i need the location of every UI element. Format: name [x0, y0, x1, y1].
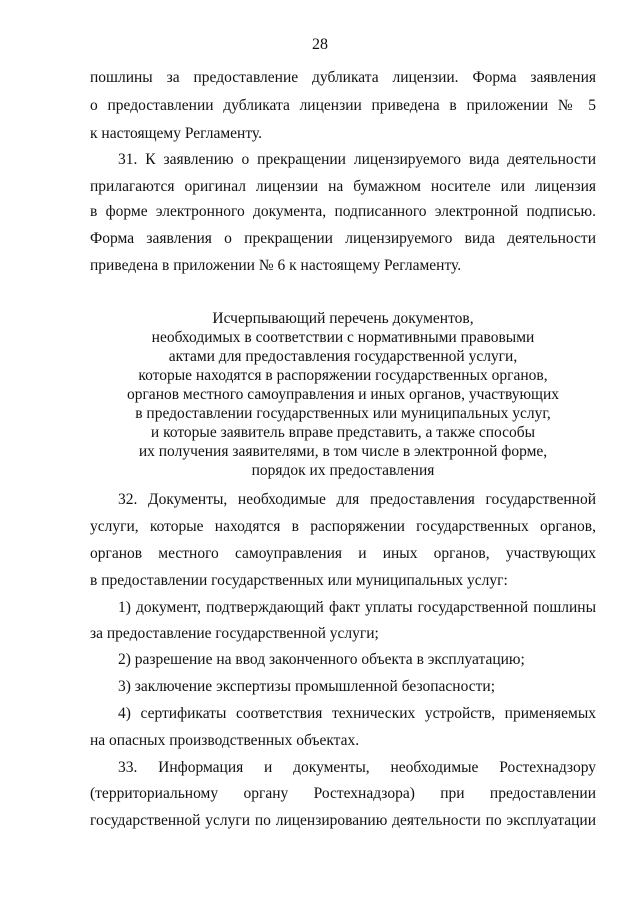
paragraph-line: в форме электронного документа, подписанного электронной подписью. — [90, 203, 596, 220]
list-item-line: 4) сертификаты соответствия технических устройств, применяемых — [118, 705, 596, 722]
list-item-line: 2) разрешение на ввод законченного объекта в эксплуатацию; — [118, 651, 525, 668]
paragraph-line: в предоставлении государственных или муниципальных услуг: — [90, 572, 508, 589]
paragraph-line: 31. К заявлению о прекращении лицензируемого вида деятельности — [118, 151, 596, 168]
section-heading-line: которые находятся в распоряжении государственных органов, — [138, 367, 548, 384]
section-heading-line: в предоставлении государственных или муниципальных услуг, — [135, 405, 551, 422]
list-item-line: 3) заключение экспертизы промышленной безопасности; — [118, 678, 495, 695]
paragraph-line: приведена в приложении № 6 к настоящему Регламенту. — [90, 257, 462, 274]
paragraph-line: органов местного самоуправления и иных органов, участвующих — [90, 545, 596, 562]
section-heading-line: порядок их предоставления — [251, 462, 435, 479]
section-heading-line: актами для предоставления государственной услуги, — [168, 348, 518, 365]
list-item-line: 1) документ, подтверждающий факт уплаты государственной пошлины — [118, 599, 596, 616]
paragraph-line: к настоящему Регламенту. — [90, 125, 262, 142]
list-item-line: за предоставление государственной услуги; — [90, 625, 379, 642]
section-heading-line: органов местного самоуправления и иных органов, участвующих — [126, 386, 560, 403]
section-heading-line: Исчерпывающий перечень документов, — [212, 310, 474, 327]
section-heading-line: необходимых в соответствии с нормативными правовыми — [151, 329, 535, 346]
list-item-line: на опасных производственных объектах. — [90, 732, 360, 749]
section-heading-line: их получения заявителями, в том числе в электронной форме, — [138, 443, 548, 460]
paragraph-line: 33. Информация и документы, необходимые Ростехнадзору — [118, 759, 596, 776]
paragraph-line: услуги, которые находятся в распоряжении государственных органов, — [90, 518, 596, 535]
section-heading-line: и которые заявитель вправе представить, а также способы — [150, 424, 536, 441]
page-number: 28 — [312, 36, 328, 53]
paragraph-line: о предоставлении дубликата лицензии приведена в приложении № 5 — [90, 97, 596, 114]
paragraph-line: 32. Документы, необходимые для предоставления государственной — [118, 491, 596, 508]
paragraph-line: прилагаются оригинал лицензии на бумажном носителе или лицензия — [90, 178, 596, 195]
paragraph-line: (территориальному органу Ростехнадзора) при предоставлении — [90, 785, 596, 802]
paragraph-line: пошлины за предоставление дубликата лицензии. Форма заявления — [90, 69, 596, 86]
paragraph-line: государственной услуги по лицензированию деятельности по эксплуатации — [90, 812, 596, 829]
paragraph-line: Форма заявления о прекращении лицензируемого вида деятельности — [90, 230, 596, 247]
